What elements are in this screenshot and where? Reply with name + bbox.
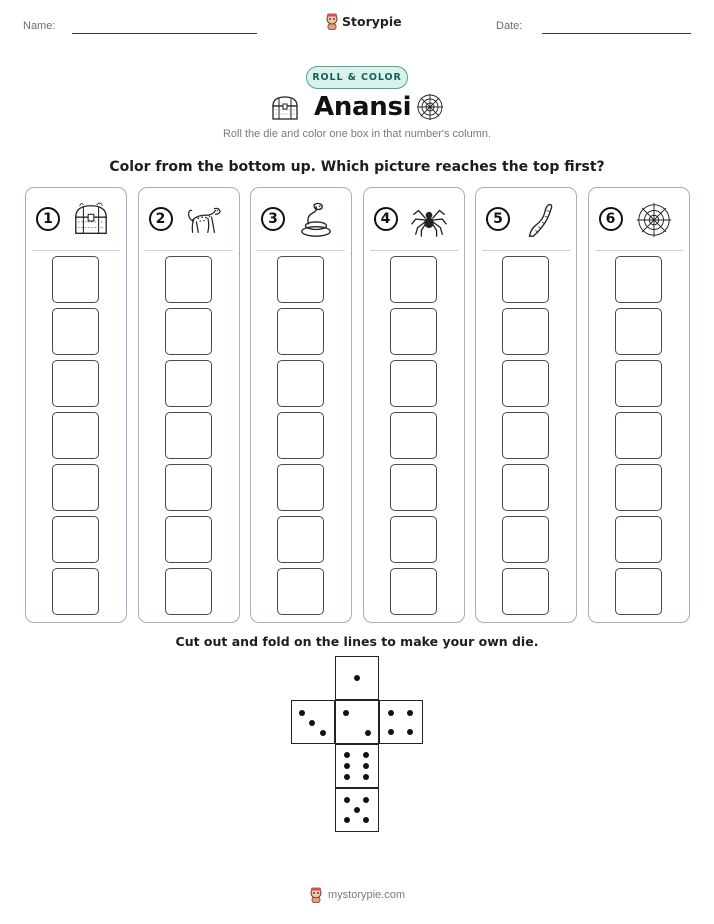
color-box[interactable] — [165, 256, 212, 303]
die-pip — [344, 797, 350, 803]
die-face-6 — [335, 744, 379, 788]
color-box[interactable] — [277, 256, 324, 303]
color-box[interactable] — [165, 360, 212, 407]
page-title: Anansi — [314, 92, 412, 122]
spider-icon — [410, 201, 448, 239]
die-pip — [363, 797, 369, 803]
die-pip — [344, 817, 350, 823]
storypie-mascot-icon — [325, 13, 339, 30]
color-box[interactable] — [502, 412, 549, 459]
instructions: Roll the die and color one box in that number's column. — [222, 128, 492, 140]
brand-name: Storypie — [342, 14, 402, 29]
spider-web-icon — [635, 201, 673, 239]
column-6 — [588, 187, 690, 623]
color-box[interactable] — [502, 256, 549, 303]
color-box[interactable] — [277, 308, 324, 355]
color-box[interactable] — [277, 568, 324, 615]
die-pip — [354, 675, 360, 681]
column-separator — [32, 250, 120, 251]
color-box[interactable] — [165, 568, 212, 615]
spider-web-icon — [415, 92, 445, 122]
die-pip — [309, 720, 315, 726]
color-box[interactable] — [390, 308, 437, 355]
color-box[interactable] — [502, 360, 549, 407]
color-box[interactable] — [390, 516, 437, 563]
color-box[interactable] — [390, 360, 437, 407]
color-box[interactable] — [52, 360, 99, 407]
die-pip — [299, 710, 305, 716]
color-box[interactable] — [277, 516, 324, 563]
color-box[interactable] — [390, 464, 437, 511]
color-box[interactable] — [165, 308, 212, 355]
worm-icon — [522, 201, 560, 239]
roll-color-badge: ROLL & COLOR — [306, 66, 408, 89]
color-box[interactable] — [52, 568, 99, 615]
column-number: 5 — [486, 207, 510, 231]
column-number: 1 — [36, 207, 60, 231]
treasure-chest-icon — [270, 94, 300, 122]
die-pip — [363, 774, 369, 780]
color-box[interactable] — [502, 308, 549, 355]
columns-heading: Color from the bottom up. Which picture reaches the top first? — [109, 159, 605, 175]
color-box[interactable] — [502, 568, 549, 615]
column-separator — [482, 250, 570, 251]
column-separator — [595, 250, 683, 251]
color-box[interactable] — [52, 464, 99, 511]
column-number: 4 — [374, 207, 398, 231]
die-face-2 — [335, 700, 379, 744]
die-pip — [344, 763, 350, 769]
title-row — [270, 92, 444, 126]
snake-icon — [297, 201, 335, 239]
die-pip — [344, 774, 350, 780]
color-box[interactable] — [52, 256, 99, 303]
leopard-icon — [185, 201, 223, 239]
color-box[interactable] — [165, 516, 212, 563]
die-pip — [363, 763, 369, 769]
die-face-3 — [291, 700, 335, 744]
color-box[interactable] — [390, 412, 437, 459]
color-box[interactable] — [277, 360, 324, 407]
brand-logo — [325, 13, 402, 30]
color-box[interactable] — [52, 308, 99, 355]
treasure-chest-icon — [72, 201, 110, 239]
color-box[interactable] — [615, 360, 662, 407]
die-face-5 — [335, 788, 379, 832]
die-pip — [388, 710, 394, 716]
color-box[interactable] — [615, 516, 662, 563]
color-box[interactable] — [165, 412, 212, 459]
color-box[interactable] — [502, 516, 549, 563]
color-box[interactable] — [615, 256, 662, 303]
column-separator — [145, 250, 233, 251]
column-5 — [475, 187, 577, 623]
name-line[interactable] — [72, 33, 257, 34]
footer — [309, 887, 405, 903]
die-face-4 — [379, 700, 423, 744]
column-separator — [370, 250, 458, 251]
die-pip — [343, 710, 349, 716]
die-net — [290, 656, 424, 834]
color-box[interactable] — [52, 516, 99, 563]
color-box[interactable] — [502, 464, 549, 511]
color-box[interactable] — [390, 256, 437, 303]
die-pip — [365, 730, 371, 736]
die-face-1 — [335, 656, 379, 700]
column-number: 6 — [599, 207, 623, 231]
name-label: Name: — [23, 20, 56, 32]
color-box[interactable] — [277, 464, 324, 511]
die-pip — [407, 710, 413, 716]
column-4 — [363, 187, 465, 623]
column-number: 3 — [261, 207, 285, 231]
column-number: 2 — [149, 207, 173, 231]
color-box[interactable] — [615, 568, 662, 615]
color-box[interactable] — [277, 412, 324, 459]
column-3 — [250, 187, 352, 623]
color-box[interactable] — [165, 464, 212, 511]
die-pip — [407, 729, 413, 735]
die-pip — [363, 817, 369, 823]
die-pip — [354, 807, 360, 813]
color-box[interactable] — [390, 568, 437, 615]
die-pip — [388, 729, 394, 735]
footer-url[interactable]: mystorypie.com — [328, 889, 406, 901]
die-pip — [344, 752, 350, 758]
die-pip — [363, 752, 369, 758]
die-instruction: Cut out and fold on the lines to make your own die. — [175, 634, 539, 649]
color-box[interactable] — [52, 412, 99, 459]
column-separator — [257, 250, 345, 251]
date-line[interactable] — [542, 33, 691, 34]
date-label: Date: — [496, 20, 523, 32]
column-1 — [25, 187, 127, 623]
color-box[interactable] — [615, 308, 662, 355]
die-pip — [320, 730, 326, 736]
column-2 — [138, 187, 240, 623]
storypie-mascot-icon — [309, 887, 323, 903]
color-box[interactable] — [615, 412, 662, 459]
color-box[interactable] — [615, 464, 662, 511]
